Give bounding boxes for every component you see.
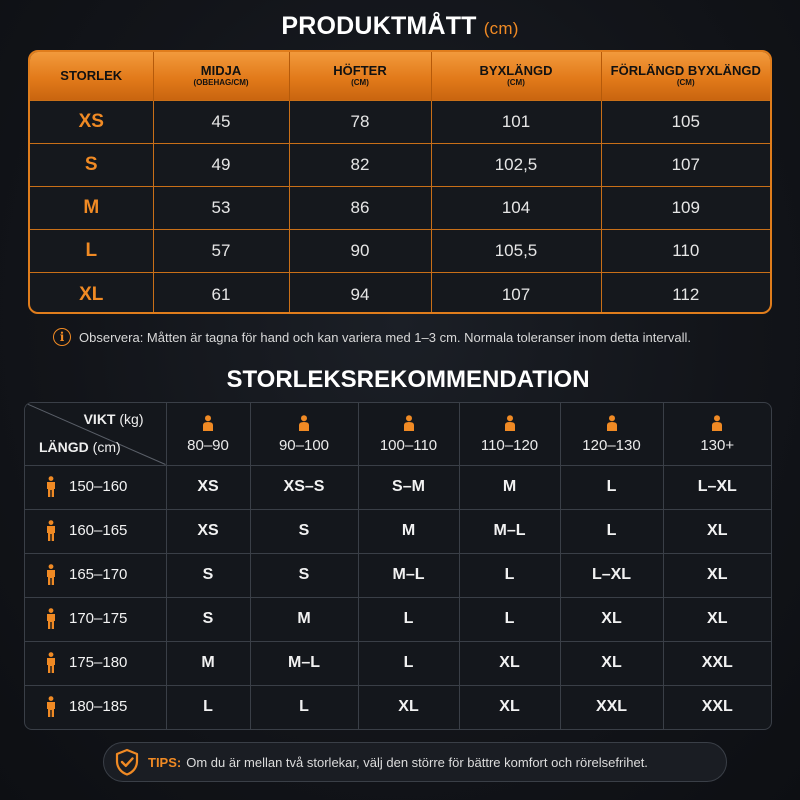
extended-inseam-cell: 110 (601, 230, 770, 273)
size-cell: M (459, 465, 560, 509)
size-cell: XL (560, 641, 663, 685)
header-byxlangd: BYXLÄNGD (CM) (431, 52, 601, 100)
header-hofter: HÖFTER (CM) (289, 52, 431, 100)
height-row (25, 553, 771, 597)
size-cell: XL (663, 509, 771, 553)
size-cell: S–M (358, 465, 459, 509)
size-cell: XL (663, 553, 771, 597)
size-cell: S (166, 597, 250, 641)
weight-person-icon (606, 415, 618, 431)
height-row-header: 175–180 (25, 641, 166, 685)
weight-column-header: 90–100 (250, 403, 358, 465)
size-cell: S (30, 143, 153, 186)
size-cell: XXL (663, 641, 771, 685)
size-cell: L (30, 230, 153, 273)
note-text: Observera: Måtten är tagna för hand och kan variera med 1–3 cm. Normala toleranser inom detta intervall. (79, 329, 692, 345)
height-axis-label: LÄNGD (cm) (39, 438, 121, 455)
size-cell: XS (30, 100, 153, 143)
hip-cell: 78 (289, 100, 431, 143)
extended-inseam-cell: 105 (601, 100, 770, 143)
hip-cell: 90 (289, 230, 431, 273)
height-row-header: 150–160 (25, 465, 166, 509)
inseam-cell: 101 (431, 100, 601, 143)
hip-cell: 82 (289, 143, 431, 186)
size-cell: XL (459, 641, 560, 685)
table-row (30, 100, 770, 143)
size-cell: S (250, 553, 358, 597)
size-cell: XS–S (250, 465, 358, 509)
size-cell: L (560, 509, 663, 553)
size-cell: L (459, 553, 560, 597)
size-cell: M–L (459, 509, 560, 553)
size-cell: L (459, 597, 560, 641)
size-cell: XL (30, 273, 153, 314)
height-row (25, 685, 771, 729)
size-cell: L–XL (560, 553, 663, 597)
tips-text: Om du är mellan två storlekar, välj den större för bättre komfort och rörelsefrihet. (186, 754, 648, 770)
table-row (30, 230, 770, 273)
product-table-header-row (30, 52, 770, 100)
inseam-cell: 105,5 (431, 230, 601, 273)
table-corner-header (25, 403, 166, 465)
tips-banner (103, 742, 727, 782)
waist-cell: 45 (153, 100, 289, 143)
size-cell: L (560, 465, 663, 509)
weight-person-icon (504, 415, 516, 431)
size-cell: XL (560, 597, 663, 641)
weight-person-icon (298, 415, 310, 431)
height-person-icon (45, 564, 57, 586)
inseam-cell: 104 (431, 186, 601, 229)
extended-inseam-cell: 112 (601, 273, 770, 314)
size-recommendation-table (24, 402, 772, 730)
size-cell: L (358, 597, 459, 641)
height-row (25, 509, 771, 553)
size-cell: L (358, 641, 459, 685)
weight-person-icon (711, 415, 723, 431)
weight-header-row (25, 403, 771, 465)
header-midja: MIDJA (OBEHAG/CM) (153, 52, 289, 100)
size-cell: L (166, 685, 250, 729)
header-forlangd-byxlangd: FÖRLÄNGD BYXLÄNGD (CM) (601, 52, 770, 100)
size-cell: S (250, 509, 358, 553)
product-measurements-title (0, 12, 800, 41)
waist-cell: 61 (153, 273, 289, 314)
product-measurements-table (28, 50, 772, 314)
height-person-icon (45, 696, 57, 718)
table-row (30, 186, 770, 229)
height-person-icon (45, 652, 57, 674)
weight-column-header: 110–120 (459, 403, 560, 465)
header-storlek: STORLEK (30, 52, 153, 100)
height-row-header: 180–185 (25, 685, 166, 729)
size-cell: XS (166, 465, 250, 509)
height-row (25, 465, 771, 509)
waist-cell: 49 (153, 143, 289, 186)
size-cell: M–L (358, 553, 459, 597)
size-cell: XL (663, 597, 771, 641)
weight-column-header: 80–90 (166, 403, 250, 465)
waist-cell: 53 (153, 186, 289, 229)
size-cell: M (250, 597, 358, 641)
size-cell: XL (358, 685, 459, 729)
size-cell: M (166, 641, 250, 685)
size-cell: M (358, 509, 459, 553)
weight-column-header: 130+ (663, 403, 771, 465)
size-cell: M–L (250, 641, 358, 685)
size-cell: XXL (701, 698, 733, 716)
size-cell: S (166, 553, 250, 597)
height-person-icon (45, 520, 57, 542)
hip-cell: 94 (289, 273, 431, 314)
extended-inseam-cell: 107 (601, 143, 770, 186)
weight-person-icon (202, 415, 214, 431)
height-person-icon (45, 476, 57, 498)
size-cell: XXL (560, 685, 663, 729)
product-title-unit: (cm) (483, 19, 519, 38)
size-cell: XL (459, 685, 560, 729)
size-cell: L (250, 685, 358, 729)
size-cell: XS (166, 509, 250, 553)
height-row-header: 160–165 (25, 509, 166, 553)
extended-inseam-cell: 109 (601, 186, 770, 229)
size-recommendation-title: STORLEKSREKOMMENDATION (226, 366, 590, 393)
weight-axis-label: VIKT (kg) (83, 411, 144, 427)
measurement-note (53, 328, 773, 346)
weight-column-header: 120–130 (560, 403, 663, 465)
height-row-header: 170–175 (25, 597, 166, 641)
height-person-icon (45, 608, 57, 630)
size-cell: M (30, 186, 153, 229)
inseam-cell: 102,5 (431, 143, 601, 186)
size-cell: L–XL (663, 465, 771, 509)
weight-person-icon (403, 415, 415, 431)
height-row (25, 641, 771, 685)
product-title-text: PRODUKTMÅTT (281, 12, 477, 40)
inseam-cell: 107 (431, 273, 601, 314)
weight-column-header: 100–110 (358, 403, 459, 465)
tips-label: TIPS: (148, 754, 182, 770)
table-row (30, 273, 770, 314)
waist-cell: 57 (153, 230, 289, 273)
height-row-header: 165–170 (25, 553, 166, 597)
shield-check-icon (114, 748, 140, 776)
info-icon: i (53, 328, 71, 346)
height-row (25, 597, 771, 641)
table-row (30, 143, 770, 186)
hip-cell: 86 (289, 186, 431, 229)
